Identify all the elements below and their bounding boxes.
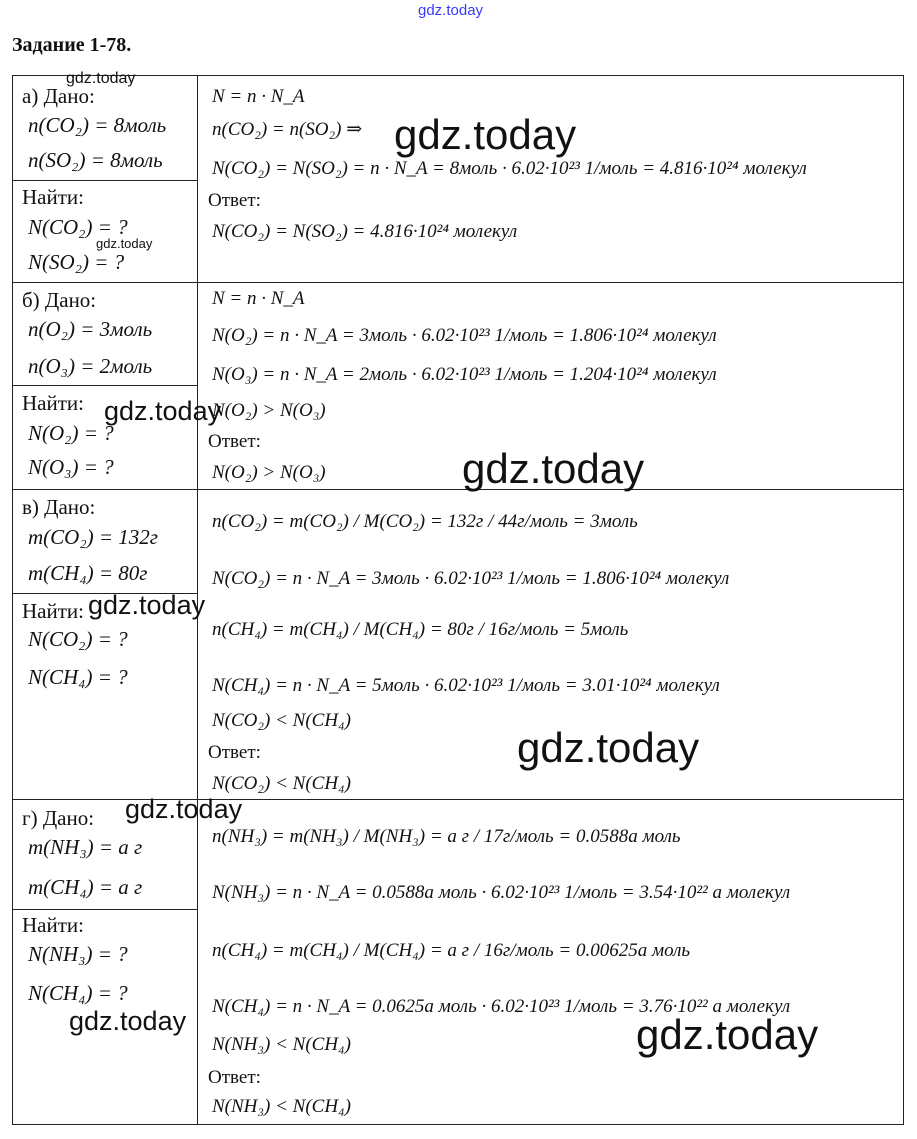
task-title: Задание 1-78. xyxy=(12,34,132,56)
answer-g: N(NH₃) < N(CH₄) xyxy=(212,1096,351,1117)
watermark: gdz.today xyxy=(636,1011,819,1058)
given-title-a: а) Дано: xyxy=(22,84,95,108)
solution-g-4: N(CH₄) = n · N_A = 0.0625a моль · 6.02·10²³ 1/моль = 3.76·10²² a молекул xyxy=(212,996,791,1017)
row-divider-b-v xyxy=(12,489,904,490)
watermark: gdz.today xyxy=(517,724,700,771)
find-line-a-2: N(SO₂) = ? xyxy=(28,250,125,274)
watermark: gdz.today xyxy=(69,1006,187,1036)
solution-v-2: N(CO₂) = n · N_A = 3моль · 6.02·10²³ 1/моль = 1.806·10²⁴ молекул xyxy=(212,568,730,589)
given-title-g: г) Дано: xyxy=(22,806,95,830)
watermark: gdz.today xyxy=(66,70,136,87)
given-line-v-1: m(CO₂) = 132г xyxy=(28,525,158,549)
given-line-b-1: n(O₂) = 3моль xyxy=(28,317,153,341)
given-title-b: б) Дано: xyxy=(22,288,97,312)
given-line-g-1: m(NH₃) = a г xyxy=(28,835,143,859)
row-divider-a-b xyxy=(12,282,904,283)
watermark: gdz.today xyxy=(394,111,577,158)
solution-a-1: N = n · N_A xyxy=(212,86,305,107)
find-line-b-1: N(O₂) = ? xyxy=(28,421,114,445)
site-header-link[interactable]: gdz.today xyxy=(418,2,484,19)
find-line-a-1: N(CO₂) = ? xyxy=(28,215,128,239)
solution-v-4: N(CH₄) = n · N_A = 5моль · 6.02·10²³ 1/моль = 3.01·10²⁴ молекул xyxy=(212,675,720,696)
given-find-divider-g xyxy=(12,909,198,910)
answer-label-b: Ответ: xyxy=(208,431,261,452)
find-title-v: Найти: xyxy=(22,599,84,623)
given-find-divider-b xyxy=(12,385,198,386)
answer-a: N(CO₂) = N(SO₂) = 4.816·10²⁴ молекул xyxy=(212,221,518,242)
solution-v-5: N(CO₂) < N(CH₄) xyxy=(212,710,351,731)
find-line-v-2: N(CH₄) = ? xyxy=(28,665,128,689)
solution-g-2: N(NH₃) = n · N_A = 0.0588a моль · 6.02·10²³ 1/моль = 3.54·10²² a молекул xyxy=(212,882,791,903)
answer-label-v: Ответ: xyxy=(208,742,261,763)
solution-b-2: N(O₂) = n · N_A = 3моль · 6.02·10²³ 1/моль = 1.806·10²⁴ молекул xyxy=(212,325,717,346)
answer-label-g: Ответ: xyxy=(208,1067,261,1088)
answer-b: N(O₂) > N(O₃) xyxy=(212,462,326,483)
find-line-b-2: N(O₃) = ? xyxy=(28,455,114,479)
given-title-v: в) Дано: xyxy=(22,495,96,519)
given-line-a-2: n(SO₂) = 8моль xyxy=(28,148,163,172)
solution-b-1: N = n · N_A xyxy=(212,288,305,309)
solution-g-5: N(NH₃) < N(CH₄) xyxy=(212,1034,351,1055)
watermark: gdz.today xyxy=(104,396,222,426)
table-border-bottom xyxy=(12,1124,904,1125)
solution-a-2: n(CO₂) = n(SO₂) ⇒ xyxy=(212,119,363,140)
solution-v-3: n(CH₄) = m(CH₄) / M(CH₄) = 80г / 16г/моль = 5моль xyxy=(212,619,629,640)
find-title-b: Найти: xyxy=(22,391,84,415)
table-border-top xyxy=(12,75,904,76)
watermark: gdz.today xyxy=(125,794,243,824)
watermark: gdz.today xyxy=(462,445,645,492)
given-line-v-2: m(CH₄) = 80г xyxy=(28,561,148,585)
answer-label-a: Ответ: xyxy=(208,190,261,211)
given-find-divider-a xyxy=(12,180,198,181)
solution-b-4: N(O₂) > N(O₃) xyxy=(212,400,326,421)
solution-b-3: N(O₃) = n · N_A = 2моль · 6.02·10²³ 1/моль = 1.204·10²⁴ молекул xyxy=(212,364,717,385)
watermark: gdz.today xyxy=(96,236,153,251)
solution-a-3: N(CO₂) = N(SO₂) = n · N_A = 8моль · 6.02·10²³ 1/моль = 4.816·10²⁴ молекул xyxy=(212,158,807,179)
find-line-g-2: N(CH₄) = ? xyxy=(28,981,128,1005)
watermark: gdz.today xyxy=(88,590,206,620)
given-line-g-2: m(CH₄) = a г xyxy=(28,875,143,899)
answer-v: N(CO₂) < N(CH₄) xyxy=(212,773,351,794)
table-border-left xyxy=(12,75,13,1125)
find-line-v-1: N(CO₂) = ? xyxy=(28,627,128,651)
solution-g-3: n(CH₄) = m(CH₄) / M(CH₄) = a г / 16г/моль = 0.00625a моль xyxy=(212,940,691,961)
given-line-a-1: n(CO₂) = 8моль xyxy=(28,113,167,137)
find-line-g-1: N(NH₃) = ? xyxy=(28,942,128,966)
solution-v-1: n(CO₂) = m(CO₂) / M(CO₂) = 132г / 44г/моль = 3моль xyxy=(212,511,638,532)
solution-g-1: n(NH₃) = m(NH₃) / M(NH₃) = a г / 17г/моль = 0.0588a моль xyxy=(212,826,681,847)
find-title-g: Найти: xyxy=(22,913,84,937)
given-line-b-2: n(O₃) = 2моль xyxy=(28,354,153,378)
table-border-right xyxy=(903,75,904,1125)
find-title-a: Найти: xyxy=(22,185,84,209)
